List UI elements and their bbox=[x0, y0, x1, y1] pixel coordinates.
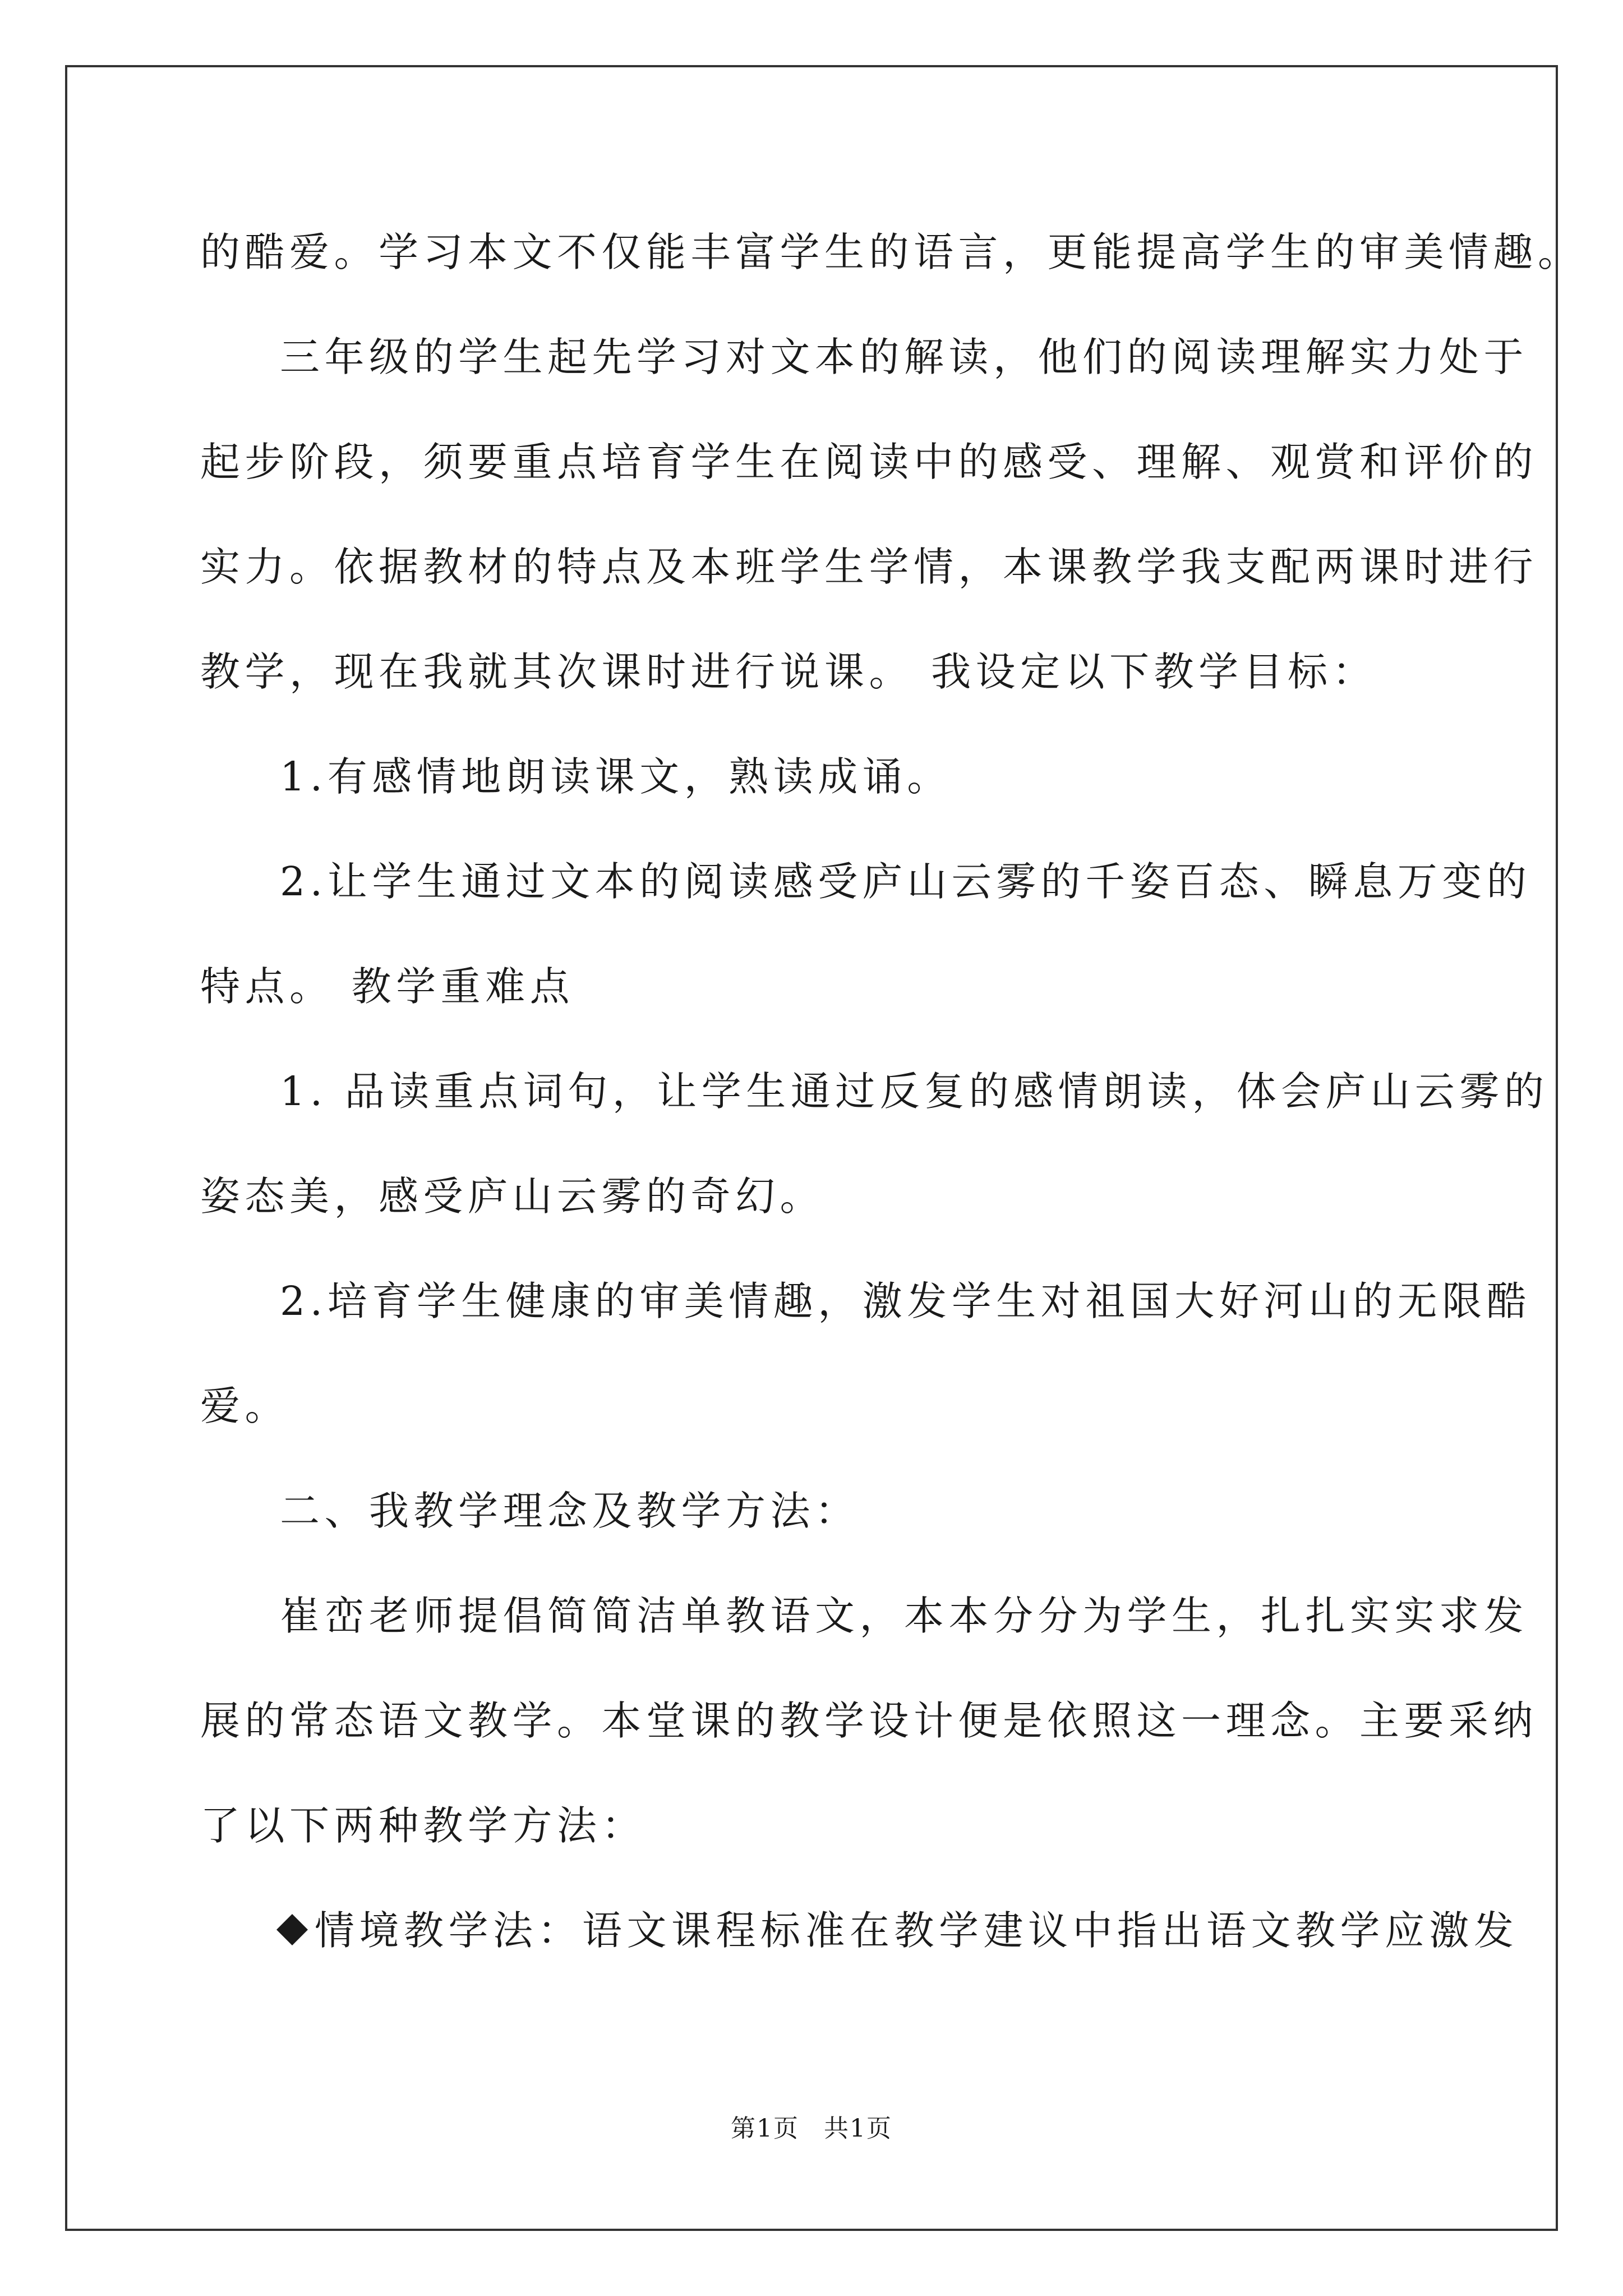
section-heading: 二、我教学理念及教学方法： bbox=[280, 1488, 860, 1534]
text-line: 1.有感情地朗读课文，熟读成诵。 bbox=[280, 753, 952, 800]
diamond-icon bbox=[276, 1914, 308, 1945]
page-footer bbox=[0, 2109, 1623, 2148]
text-line: 姿态美，感受庐山云雾的奇幻。 bbox=[200, 1173, 825, 1220]
text-line: 的酷爱。学习本文不仅能丰富学生的语言，更能提高学生的审美情趣。 bbox=[200, 229, 1583, 275]
text-line: 展的常态语文教学。本堂课的教学设计便是依照这一理念。主要采纳 bbox=[200, 1697, 1538, 1744]
page-total: 共1页 bbox=[824, 2114, 892, 2143]
text-line: 崔峦老师提倡简简洁单教语文，本本分分为学生，扎扎实实求发 bbox=[280, 1593, 1529, 1639]
bullet-item bbox=[280, 1897, 1519, 1964]
text-line: 三年级的学生起先学习对文本的解读，他们的阅读理解实力处于 bbox=[280, 334, 1529, 380]
text-line: 2.让学生通过文本的阅读感受庐山云雾的千姿百态、瞬息万变的 bbox=[280, 858, 1532, 905]
text-line: 了以下两种教学方法： bbox=[200, 1802, 647, 1849]
bullet-text: 情境教学法：语文课程标准在教学建议中指出语文教学应激发 bbox=[315, 1907, 1519, 1954]
text-line: 起步阶段，须要重点培育学生在阅读中的感受、理解、观赏和评价的 bbox=[200, 439, 1538, 485]
text-line: 爱。 bbox=[200, 1383, 290, 1429]
page-number: 第1页 bbox=[731, 2114, 799, 2143]
text-line: 教学，现在我就其次课时进行说课。 我设定以下教学目标： bbox=[200, 648, 1377, 695]
text-line: 实力。依据教材的特点及本班学生学情，本课教学我支配两课时进行 bbox=[200, 544, 1538, 590]
text-line: 2.培育学生健康的审美情趣，激发学生对祖国大好河山的无限酷 bbox=[280, 1278, 1532, 1324]
text-line: 1. 品读重点词句，让学生通过反复的感情朗读，体会庐山云雾的 bbox=[280, 1068, 1549, 1115]
text-line: 特点。 教学重难点 bbox=[200, 963, 575, 1010]
